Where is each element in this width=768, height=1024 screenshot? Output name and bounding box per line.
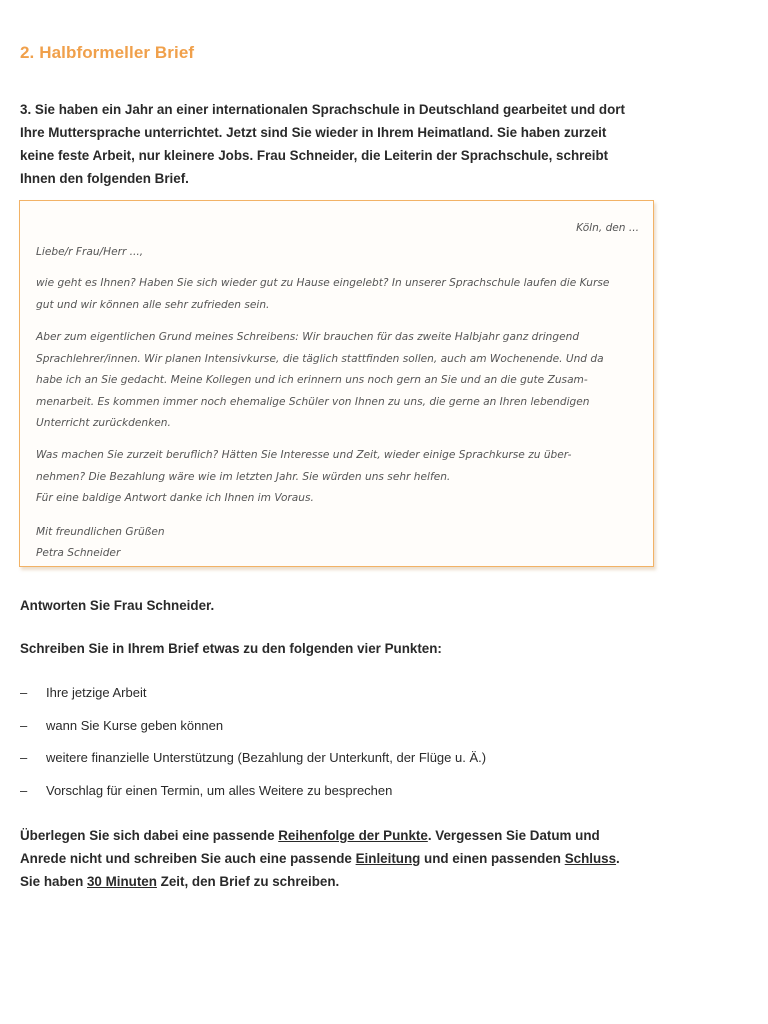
letter-date: Köln, den ... — [576, 222, 639, 234]
final-instructions — [20, 824, 620, 893]
final-text: Anrede nicht und schreiben Sie auch eine passende — [20, 851, 356, 866]
dash-bullet: – — [20, 750, 28, 765]
point-text: Ihre jetzige Arbeit — [46, 685, 147, 700]
letter-closing: Mit freundlichen Grüßen — [36, 526, 165, 538]
point-text: Vorschlag für einen Termin, um alles Weitere zu besprechen — [46, 782, 393, 798]
letter-line: Was machen Sie zurzeit beruflich? Hätten Sie Interesse und Zeit, wieder einige Sprachkurse zu über- — [36, 449, 572, 461]
final-line-1 — [20, 824, 620, 847]
task-line: 3. Sie haben ein Jahr an einer internationalen Sprachschule in Deutschland gearbeitet und dort — [20, 102, 625, 117]
letter-box — [19, 200, 654, 567]
final-text: . — [616, 851, 620, 866]
instruction-points: Schreiben Sie in Ihrem Brief etwas zu den folgenden vier Punkten: — [20, 641, 442, 656]
dash-bullet: – — [20, 717, 28, 733]
underlined-term-intro: Einleitung — [355, 851, 421, 866]
letter-line: wie geht es Ihnen? Haben Sie sich wieder gut zu Hause eingelebt? In unserer Sprachschule laufen die Kurse — [36, 277, 610, 289]
final-text: Überlegen Sie sich dabei eine passende — [20, 828, 279, 843]
letter-line: Sprachlehrer/innen. Wir planen Intensivkurse, die täglich stattfinden sollen, auch am Wochenende. Und da — [36, 352, 604, 365]
dash-bullet: – — [20, 782, 28, 798]
point-text: weitere finanzielle Unterstützung (Bezahlung der Unterkunft, der Flüge u. Ä.) — [46, 750, 487, 765]
letter-line: nehmen? Die Bezahlung wäre wie im letzten Jahr. Sie würden uns sehr helfen. — [36, 470, 451, 483]
letter-line: Aber zum eigentlichen Grund meines Schreibens: Wir brauchen für das zweite Halbjahr ganz dringend — [36, 331, 580, 343]
task-line: Ihnen den folgenden Brief. — [20, 171, 189, 186]
dash-bullet: – — [20, 685, 28, 700]
final-line-2 — [20, 847, 620, 870]
letter-line: menarbeit. Es kommen immer noch ehemalige Schüler von Ihnen zu uns, die gerne an Ihren lebendigen — [36, 395, 590, 408]
letter-paragraph-2 — [36, 327, 641, 435]
letter-line: Unterricht zurückdenken. — [36, 417, 171, 430]
final-text: Sie haben — [20, 874, 87, 889]
letter-line: gut und wir können alle sehr zufrieden sein. — [36, 298, 270, 311]
final-line-3 — [20, 870, 620, 893]
final-text: . Vergessen Sie Datum und — [427, 828, 600, 843]
letter-line: Für eine baldige Antwort danke ich Ihnen im Voraus. — [36, 492, 314, 505]
task-line: keine feste Arbeit, nur kleinere Jobs. Frau Schneider, die Leiterin der Sprachschule, schreibt — [20, 148, 609, 163]
letter-closing-block — [36, 522, 165, 564]
point-text: wann Sie Kurse geben können — [46, 717, 224, 733]
letter-paragraph-3 — [36, 445, 641, 510]
letter-signature: Petra Schneider — [36, 547, 121, 559]
section-title: 2. Halbformeller Brief — [20, 43, 195, 62]
final-text: Zeit, den Brief zu schreiben. — [156, 874, 340, 889]
letter-paragraph-1 — [36, 273, 641, 316]
instruction-answer: Antworten Sie Frau Schneider. — [20, 598, 215, 613]
letter-salutation: Liebe/r Frau/Herr ..., — [36, 246, 144, 258]
task-line: Ihre Muttersprache unterrichtet. Jetzt sind Sie wieder in Ihrem Heimatland. Sie haben zurzeit — [20, 125, 607, 140]
task-description — [20, 98, 660, 190]
underlined-term-time: 30 Minuten — [86, 874, 157, 889]
final-text: und einen passenden — [420, 851, 565, 866]
underlined-term-order: Reihenfolge der Punkte — [278, 828, 428, 843]
letter-line: habe ich an Sie gedacht. Meine Kollegen und ich erinnern uns noch gern an Sie und an die gute Zusam- — [36, 374, 588, 387]
underlined-term-closing: Schluss — [564, 851, 617, 866]
